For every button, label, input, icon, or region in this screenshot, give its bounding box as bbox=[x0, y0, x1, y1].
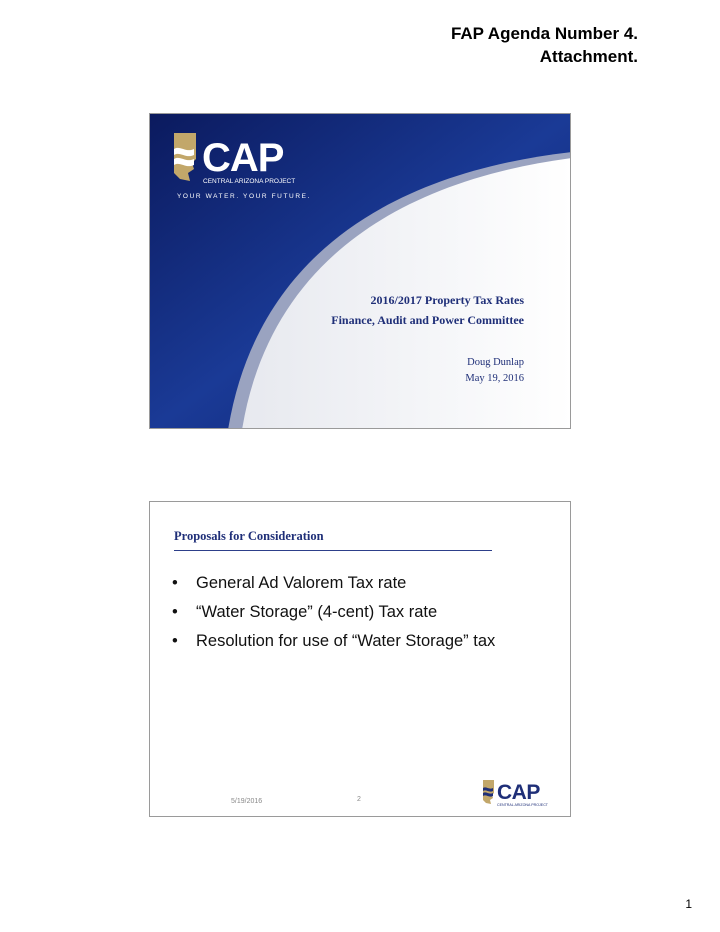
presentation-date: May 19, 2016 bbox=[465, 373, 524, 384]
title-underline bbox=[174, 550, 492, 551]
list-item: • Resolution for use of “Water Storage” tax bbox=[172, 630, 552, 653]
page-number: 1 bbox=[685, 897, 692, 911]
header-line-1: FAP Agenda Number 4. bbox=[450, 24, 638, 43]
proposals-title: Proposals for Consideration bbox=[174, 529, 324, 543]
cap-logo bbox=[172, 129, 312, 189]
bullet-icon: • bbox=[172, 603, 178, 621]
cap-small-logo bbox=[482, 778, 558, 808]
attachment-header bbox=[451, 22, 638, 68]
cap-logo-text: CAP bbox=[202, 136, 284, 180]
bullet-icon: • bbox=[172, 632, 178, 650]
bullet-icon: • bbox=[172, 574, 178, 592]
slide-tagline: YOUR WATER. YOUR FUTURE. bbox=[177, 193, 311, 200]
slide-title-line-2: Finance, Audit and Power Committee bbox=[331, 313, 524, 327]
list-item: • General Ad Valorem Tax rate bbox=[172, 572, 552, 595]
proposal-list bbox=[172, 572, 552, 659]
cap-logo-subtext: CENTRAL ARIZONA PROJECT bbox=[203, 178, 296, 185]
header-line-2: Attachment. bbox=[539, 47, 638, 66]
slide-number: 2 bbox=[357, 796, 361, 803]
presenter-name: Doug Dunlap bbox=[467, 357, 524, 368]
proposals-slide bbox=[149, 501, 571, 817]
cap-small-logo-subtext: CENTRAL ARIZONA PROJECT bbox=[497, 803, 548, 807]
presenter-block bbox=[465, 355, 524, 387]
cap-small-logo-text: CAP bbox=[497, 781, 540, 804]
title-slide bbox=[149, 113, 571, 429]
list-item: • “Water Storage” (4-cent) Tax rate bbox=[172, 601, 552, 624]
slide-title bbox=[331, 290, 524, 330]
footer-date: 5/19/2016 bbox=[231, 798, 263, 805]
slide-title-line-1: 2016/2017 Property Tax Rates bbox=[370, 293, 524, 307]
